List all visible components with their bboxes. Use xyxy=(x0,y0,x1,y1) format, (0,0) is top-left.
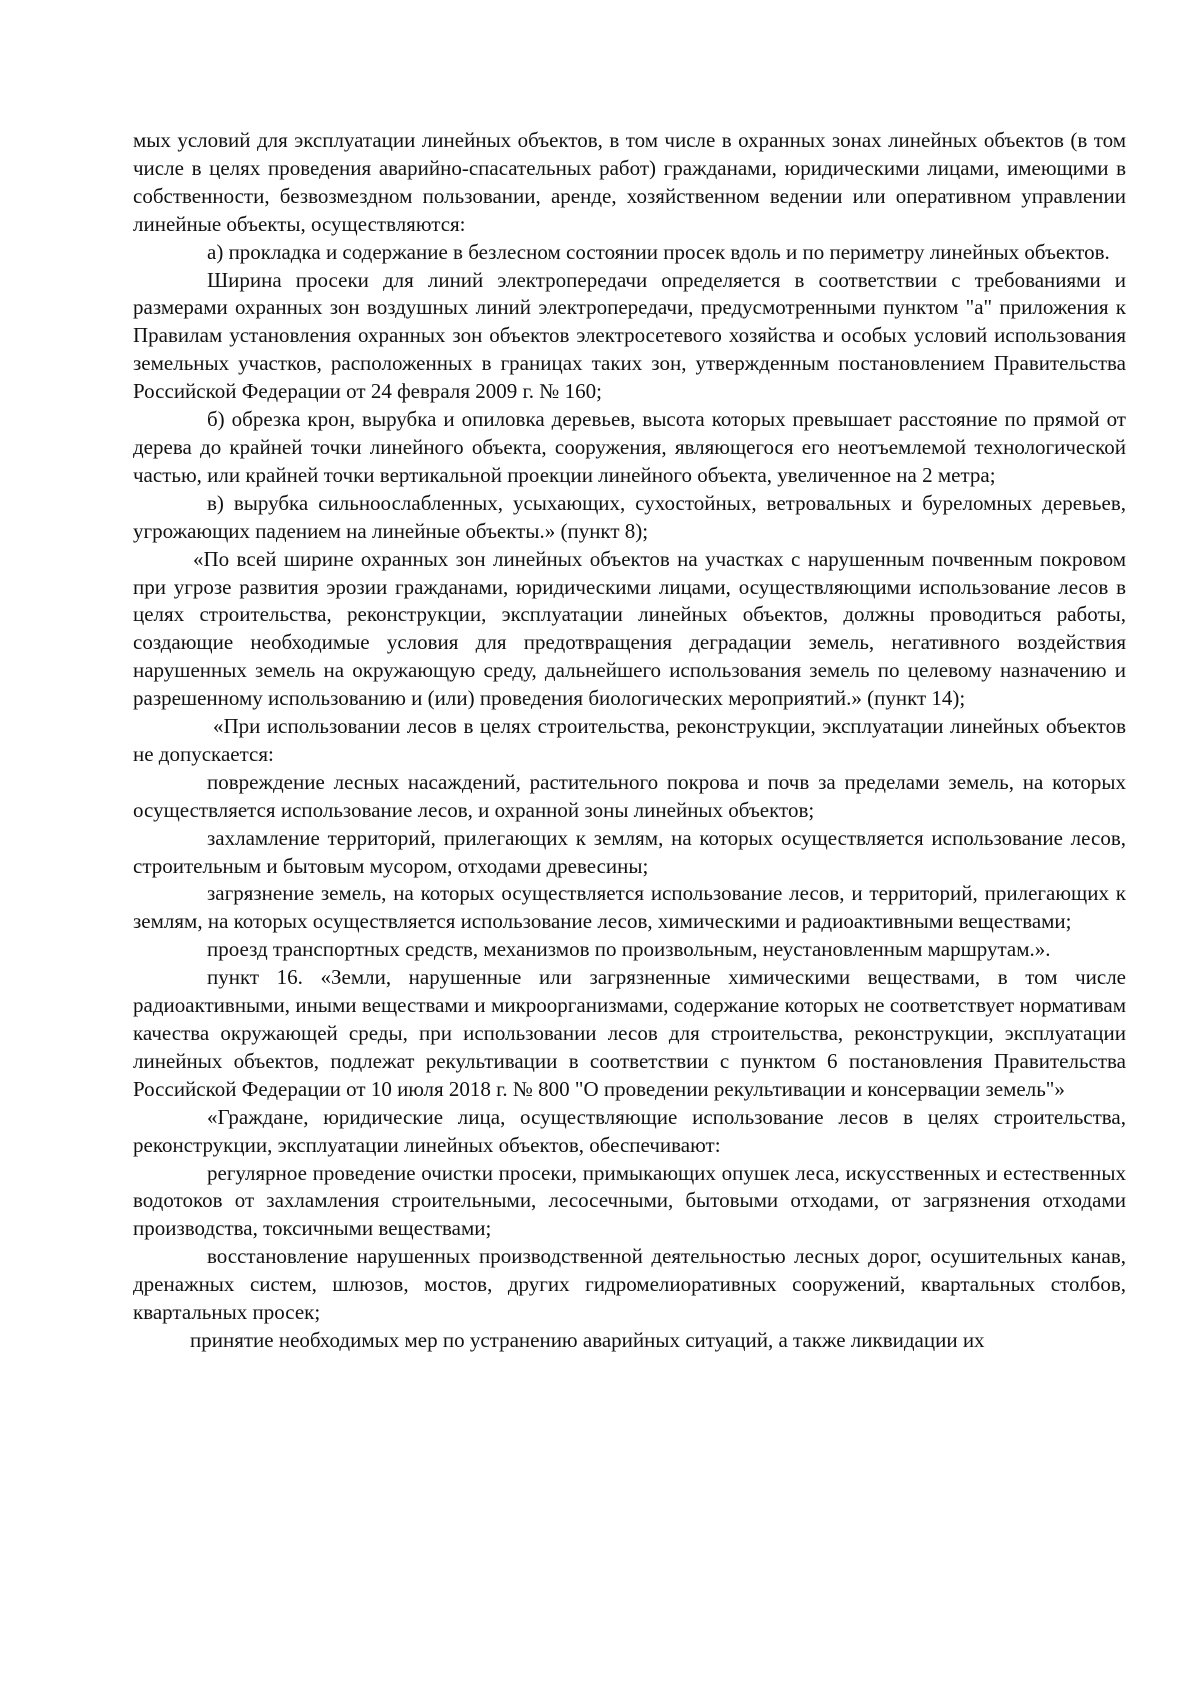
paragraph-emergency-measures: принятие необходимых мер по устранению аварийных ситуаций, а также ликвидации их xyxy=(190,1327,985,1352)
paragraph-continuation: мых условий для эксплуатации линейных объектов, в том числе в охранных зонах линейных объектов (в том числе в целях проведения аварийно-спасательных работ) гражданами, юридическими лицами, имеющими в собственности, безвозмездном пользовании, аренде, хозяйственном ведении или оперативном управлении линейные объекты, осуществляются: xyxy=(133,128,1126,236)
paragraph-item-b: б) обрезка крон, вырубка и опиловка деревьев, высота которых превышает расстояние по прямой от дерева до крайней точки линейного объекта, сооружения, являющегося его неотъемлемой технологической частью, или крайней точки вертикальной проекции линейного объекта, увеличенное на 2 метра; xyxy=(133,407,1126,487)
paragraph-clearing-width: Ширина просеки для линий электропередачи определяется в соответствии с требованиями и размерами охранных зон воздушных линий электропередачи, предусмотренными пунктом "а" приложения к Правилам установления охранных зон объектов электросетевого хозяйства и особых условий использования земельных участков, расположенных в границах таких зон, утвержденным постановлением Правительства Российской Федерации от 24 февраля 2009 г. № 160; xyxy=(133,267,1126,404)
paragraph-vehicle-passage: проезд транспортных средств, механизмов по произвольным, неустановленным маршрутам.». xyxy=(207,937,1051,962)
paragraph-restoration: восстановление нарушенных производственной деятельностью лесных дорог, осушительных канав, дренажных систем, шлюзов, мостов, других гидромелиоративных сооружений, квартальных столбов, квартальных просек; xyxy=(133,1244,1126,1325)
paragraph-littering: захламление территорий, прилегающих к землям, на которых осуществляется использование лесов, строительным и бытовым мусором, отходами древесины; xyxy=(133,825,1126,878)
paragraph-point-16: пункт 16. «Земли, нарушенные или загрязненные химическими веществами, в том числе радиоактивными, иными веществами и микроорганизмами, содержание которых не соответствует нормативам качества окружающей среды, при использовании лесов для строительства, реконструкции, эксплуатации линейных объектов, подлежат рекультивации в соответствии с пунктом 6 постановления Правительства Российской Федерации от 10 июля 2018 г. № 800 "О проведении рекультивации и консервации земель"» xyxy=(133,965,1126,1101)
paragraph-point-14: «По всей ширине охранных зон линейных объектов на участках с нарушенным почвенным покровом при угрозе развития эрозии гражданами, юридическими лицами, осуществляющими использование лесов в целях строительства, реконструкции, эксплуатации линейных объектов, должны проводиться работы, создающие необходимые условия для предотвращения деградации земель, негативного воздействия нарушенных земель на окружающую среду, дальнейшего использования земель по целевому назначению и разрешенному использованию и (или) проведения биологических мероприятий.» (пункт 14); xyxy=(133,546,1126,711)
paragraph-item-a: а) прокладка и содержание в безлесном состоянии просек вдоль и по периметру линейных объектов. xyxy=(207,239,1110,264)
paragraph-clearing-cleaning: регулярное проведение очистки просеки, примыкающих опушек леса, искусственных и естественных водотоков от захламления строительными, лесосечными, бытовыми отходами, от загрязнения отходами производства, токсичными веществами; xyxy=(133,1160,1126,1241)
paragraph-item-v: в) вырубка сильноослабленных, усыхающих, сухостойных, ветровальных и буреломных деревьев, угрожающих падением на линейные объекты.» (пункт 8); xyxy=(133,490,1126,543)
document-page xyxy=(133,127,1126,1355)
paragraph-not-allowed-intro: «При использовании лесов в целях строительства, реконструкции, эксплуатации линейных объектов не допускается: xyxy=(133,714,1126,766)
paragraph-pollution: загрязнение земель, на которых осуществляется использование лесов, и территорий, прилегающих к землям, на которых осуществляется использование лесов, химическими и радиоактивными веществами; xyxy=(133,881,1126,934)
paragraph-damage: повреждение лесных насаждений, растительного покрова и почв за пределами земель, на которых осуществляется использование лесов, и охранной зоны линейных объектов; xyxy=(133,769,1126,822)
paragraph-obligations-intro: «Граждане, юридические лица, осуществляющие использование лесов в целях строительства, реконструкции, эксплуатации линейных объектов, обеспечивают: xyxy=(133,1104,1126,1157)
